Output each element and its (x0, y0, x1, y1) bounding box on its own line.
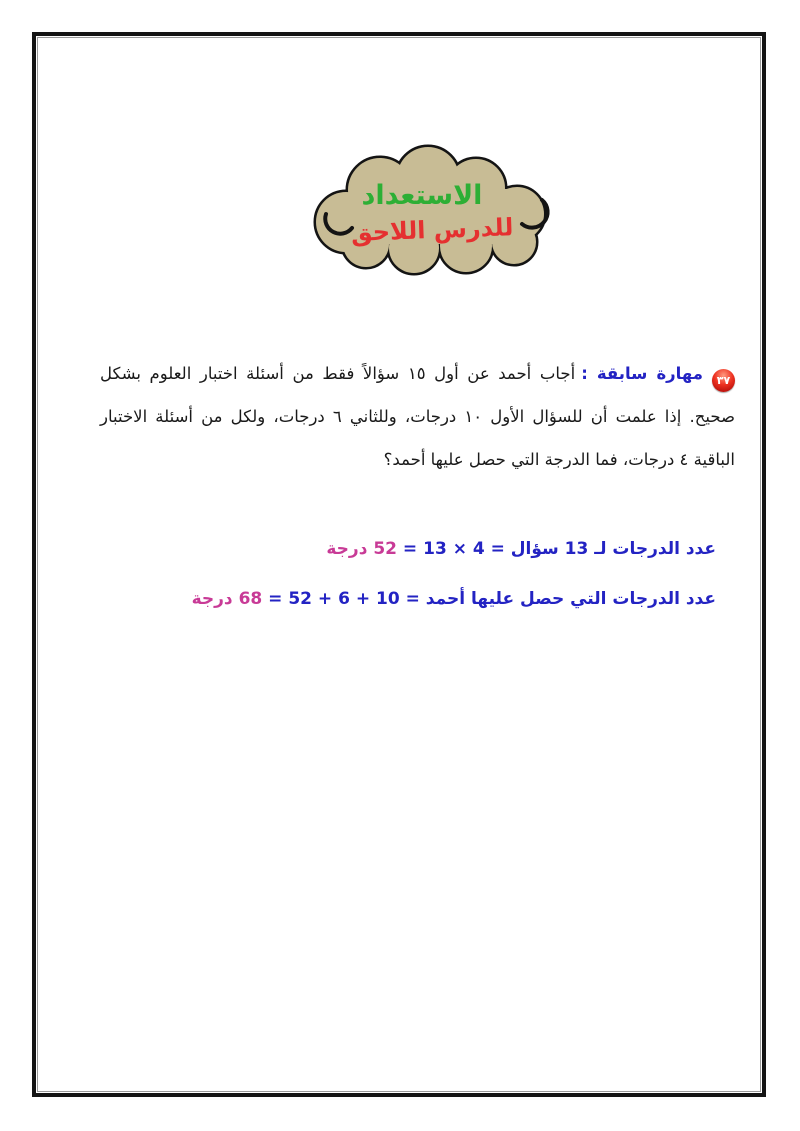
question-text: أجاب أحمد عن أول ١٥ سؤالاً فقط من أسئلة اختبار العلوم بشكل صحيح. إذا علمت أن للسؤال الأول ١٠ درجات، وللثاني ٦ درجات، ولكل من أسئلة الاختبار الباقية ٤ درجات، فما الدرجة التي حصل عليها أحمد؟ (100, 364, 735, 469)
question-number: ٣٧ (716, 374, 731, 387)
solution-line-1 (120, 536, 716, 562)
solution-expression-2: عدد الدرجات التي حصل عليها أحمد = 10 + 6 + 52 = (262, 589, 716, 609)
solution-expression-1: عدد الدرجات لـ 13 سؤال = 4 × 13 = (397, 539, 716, 559)
cloud-title-line-2: للدرس اللاحق (350, 212, 514, 247)
solution-result-1: 52 درجة (326, 539, 398, 559)
cloud-title-line-1: الاستعداد (361, 179, 483, 211)
question-number-badge (712, 369, 735, 392)
solution-line-2 (120, 586, 716, 612)
solution-result-2: 68 درجة (191, 589, 263, 609)
cloud-title (311, 144, 553, 278)
question-skill-label: مهارة سابقة : (581, 364, 703, 383)
question-block (100, 352, 735, 481)
cloud-callout (311, 144, 553, 278)
